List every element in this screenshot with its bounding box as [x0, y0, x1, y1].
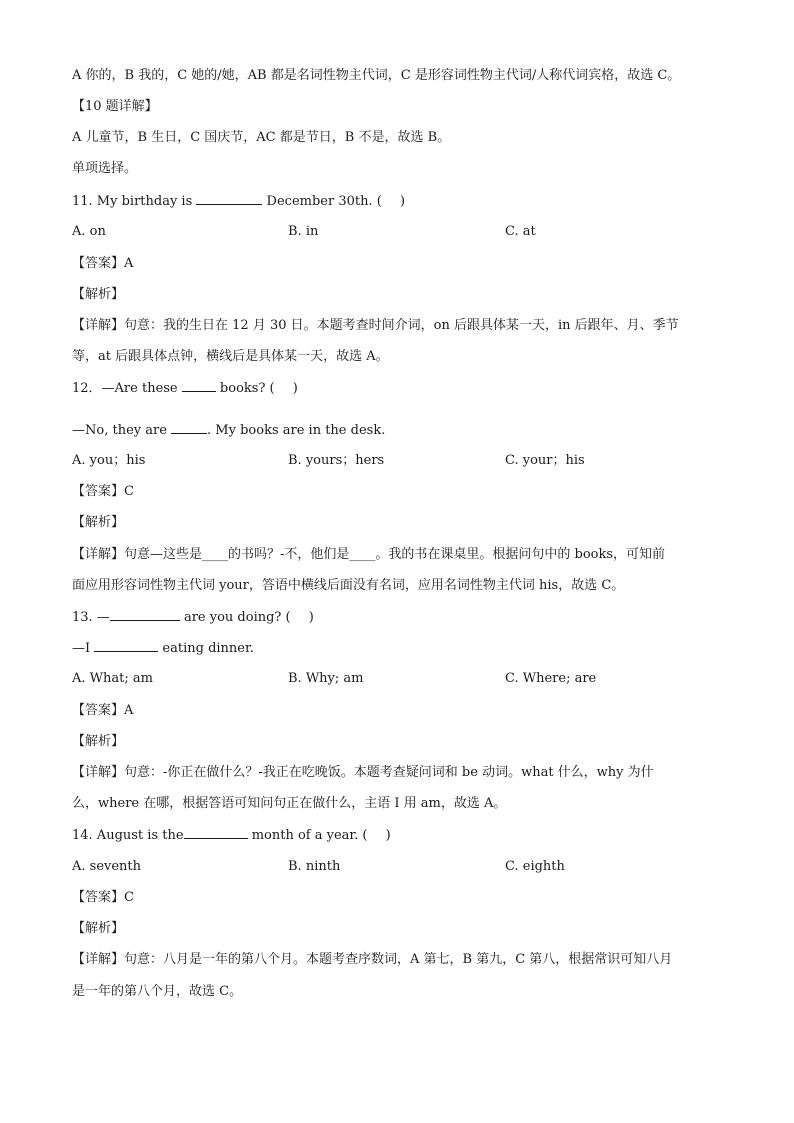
q11-answer: 【答案】A [72, 256, 134, 271]
question-13-reply [72, 638, 734, 659]
q13-option-c[interactable]: C. Where; are [505, 671, 597, 686]
q11-detail: 【详解】句意：我的生日在 12 月 30 日。本题考查时间介词，on 后跟具体某一天，in 后跟年、月、季节 [72, 318, 679, 333]
answer-blank [196, 191, 262, 205]
stem-text: . My books are in the desk. [207, 423, 386, 438]
stem-text: 13. — [72, 610, 110, 625]
answer-blank [110, 607, 180, 621]
stem-text: 11. My birthday is [72, 194, 193, 209]
q13-detail: 么，where 在哪，根据答语可知问句正在做什么，主语 I 用 am，故选 A。 [72, 796, 507, 811]
q12-option-a[interactable]: A. you；his [72, 453, 146, 468]
question-14-stem [72, 825, 734, 846]
answer-blank [171, 420, 207, 434]
stem-text: 12．—Are these [72, 381, 178, 396]
answer-blank [94, 638, 158, 652]
q11-detail: 等，at 后跟具体点钟，横线后是具体某一天，故选 A。 [72, 349, 389, 364]
q14-detail: 【详解】句意：八月是一年的第八个月。本题考查序数词，A 第七，B 第九，C 第八，根据常识可知八月 [72, 952, 673, 967]
q13-detail: 【详解】句意：-你正在做什么？-我正在吃晚饭。本题考查疑问词和 be 动词。what 什么，why 为什 [72, 765, 654, 780]
question-12-reply [72, 420, 734, 441]
stem-text: —No, they are [72, 423, 167, 438]
q11-option-b[interactable]: B. in [288, 224, 319, 239]
q14-analysis-label: 【解析】 [72, 921, 125, 936]
q12-analysis-label: 【解析】 [72, 515, 125, 530]
stem-text: —I [72, 641, 91, 656]
stem-text: are you doing? ( [183, 610, 291, 625]
question-11-stem [72, 191, 734, 212]
question-13-stem [72, 607, 734, 628]
q14-option-c[interactable]: C. eighth [505, 859, 565, 874]
q12-detail: 面应用形容词性物主代词 your，答语中横线后面没有名词，应用名词性物主代词 his，故选 C。 [72, 578, 625, 593]
q13-analysis-label: 【解析】 [72, 734, 125, 749]
stem-text: 14. August is the [72, 828, 184, 843]
q11-option-c[interactable]: C. at [505, 224, 536, 239]
stem-text: ) [308, 610, 314, 625]
explanation-q10: A 儿童节，B 生日，C 国庆节，AC 都是节日，B 不是，故选 B。 [72, 130, 451, 145]
answer-blank [182, 378, 216, 392]
q14-option-a[interactable]: A. seventh [72, 859, 142, 874]
q13-answer: 【答案】A [72, 703, 134, 718]
q12-option-c[interactable]: C. your；his [505, 453, 585, 468]
stem-text: eating dinner. [162, 641, 254, 656]
stem-text: month of a year. ( [251, 828, 368, 843]
q12-option-b[interactable]: B. yours；hers [288, 453, 385, 468]
section-title: 单项选择。 [72, 161, 138, 176]
q11-analysis-label: 【解析】 [72, 287, 125, 302]
stem-text: books? ( [219, 381, 275, 396]
q13-option-a[interactable]: A. What; am [72, 671, 153, 686]
q14-detail: 是一年的第八个月，故选 C。 [72, 984, 243, 999]
q13-option-b[interactable]: B. Why; am [288, 671, 364, 686]
q12-answer: 【答案】C [72, 484, 134, 499]
stem-text: ) [385, 828, 391, 843]
stem-text: December 30th. ( [266, 194, 382, 209]
q11-option-a[interactable]: A. on [72, 224, 106, 239]
answer-blank [184, 825, 248, 839]
heading-q10-detail: 【10 题详解】 [72, 99, 158, 114]
stem-text: ) [399, 194, 406, 209]
q12-detail: 【详解】句意—这些是____的书吗？-不，他们是____。我的书在课桌里。根据问句中的 books，可知前 [72, 547, 666, 562]
q14-option-b[interactable]: B. ninth [288, 859, 341, 874]
explanation-q9: A 你的，B 我的，C 她的/她，AB 都是名词性物主代词，C 是形容词性物主代词/人称代词宾格，故选 C。 [72, 68, 681, 83]
stem-text: ) [292, 381, 298, 396]
q14-answer: 【答案】C [72, 890, 134, 905]
question-12-stem [72, 378, 734, 399]
